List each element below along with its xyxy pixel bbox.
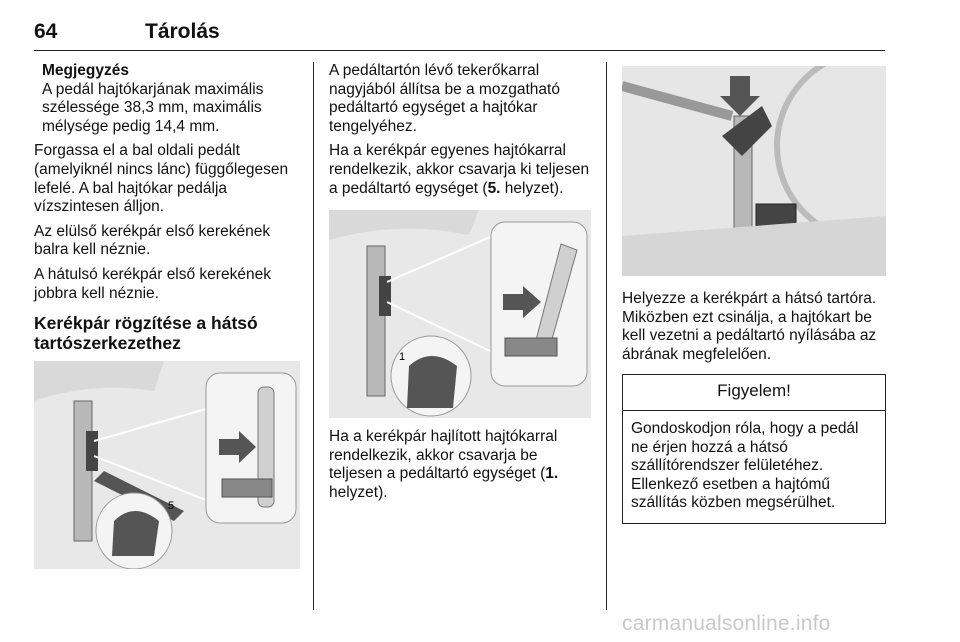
illustration-svg: [329, 210, 591, 418]
page-header: [34, 18, 885, 51]
watermark: carmanualsonline.info: [622, 612, 831, 635]
illustration-svg: [622, 66, 886, 276]
column-1: [34, 62, 300, 569]
chapter-title: Tárolás: [145, 20, 220, 43]
column-divider-1: [313, 62, 314, 610]
warning-text: Gondoskodjon róla, hogy a pedál ne érjen hozzá a hátsó szállítórendszer felületéhez. Ellenkező esetben a hajtómű szállítás közben megsérülhet.: [631, 419, 859, 512]
page-number: 64: [34, 20, 58, 43]
paragraph-left-pedal: Forgassa el a bal oldali pedált (amelyiknél nincs lánc) függőlegesen lefelé. A bal hajtókar pedálja vízszintesen álljon.: [34, 142, 289, 216]
warning-box: [622, 374, 886, 524]
figure-position-label: 1: [399, 351, 406, 364]
paragraph-bent-crank: Ha a kerékpár hajlított hajtókarral rendelkezik, akkor csavarja be teljesen a pedáltartó egységet (1. helyzet).: [329, 428, 559, 501]
illustration-svg: [34, 361, 300, 569]
column-2: [329, 62, 591, 509]
paragraph-place-bike: Helyezze a kerékpárt a hátsó tartóra. Miközben ezt csinálja, a hajtókart be kell vezetni a pedáltartó nyílásába az ábrának megfelelően.: [622, 290, 877, 363]
column-3: [622, 62, 886, 524]
paragraph-straight-crank: Ha a kerékpár egyenes hajtókarral rendelkezik, akkor csavarja ki teljesen a pedáltartó egységet (5. helyzet).: [329, 142, 590, 197]
warning-title: Figyelem!: [623, 375, 885, 411]
figure-crank-into-holder: [622, 66, 886, 276]
figure-position-label: 5: [168, 500, 175, 513]
paragraph-rear-bike: A hátulsó kerékpár első kerekének jobbra kell néznie.: [34, 265, 271, 302]
note-title: Megjegyzés: [42, 62, 130, 79]
note-text: A pedál hajtókarjának maximális szélessége 38,3 mm, maximális mélysége pedig 14,4 mm.: [42, 80, 264, 135]
paragraph-front-bike: Az elülső kerékpár első kerekének balra kell néznie.: [34, 222, 271, 259]
note-block: [42, 62, 300, 136]
figure-pedal-holder-position-5: [34, 361, 300, 569]
column-divider-2: [606, 62, 607, 610]
section-heading: Kerékpár rögzítése a hátsó tartószerkezethez: [34, 313, 258, 354]
figure-pedal-holder-position-1: [329, 210, 591, 418]
paragraph-adjust-crank: A pedáltartón lévő tekerőkarral nagyjából állítsa be a mozgatható pedáltartó egységet a hajtókar tengelyéhez.: [329, 62, 560, 135]
